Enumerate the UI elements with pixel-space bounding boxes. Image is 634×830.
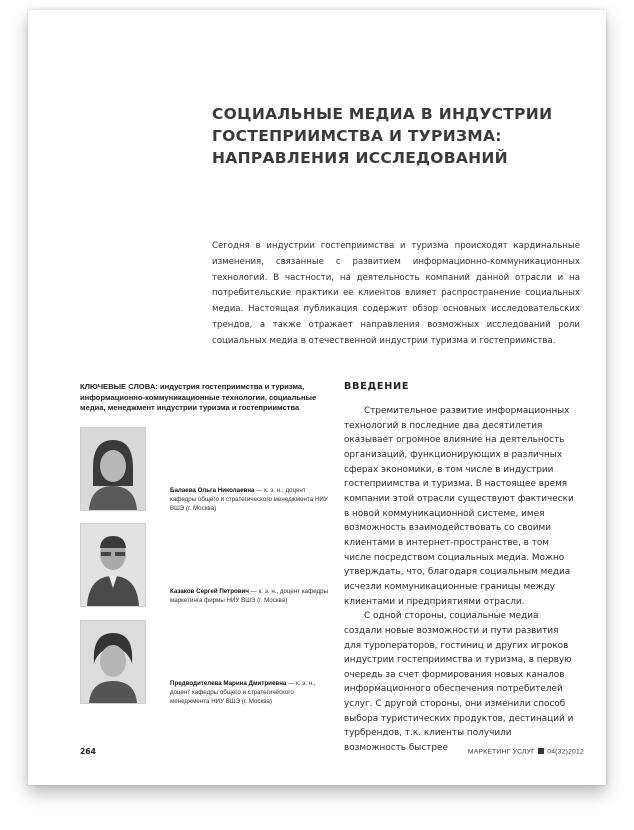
journal-issue: 04(32)2012 xyxy=(547,748,584,756)
article-body xyxy=(344,404,576,756)
author-photo-balaeva xyxy=(80,427,146,511)
author-name: Предводителева Марина Дмитриевна xyxy=(170,680,287,687)
section-heading: ВВЕДЕНИЕ xyxy=(344,381,410,392)
keywords-block xyxy=(80,382,330,414)
author-info-balaeva xyxy=(170,486,330,513)
author-details: — к. э. н., доцент кафедры маркетинга фирмы НИУ ВШЭ (г. Москва) xyxy=(170,588,329,604)
title-line: СОЦИАЛЬНЫЕ МЕДИА В ИНДУСТРИИ xyxy=(212,105,553,123)
article-title xyxy=(212,103,572,169)
body-paragraph: С одной стороны, социальные медиа создали новые возможности и пути развития для туроператоров, гостиниц и других игроков индустрии гостеприимства и туризма, в первую очередь за счет формирования новых каналов информационного обеспечения потребителей услуг. С другой стороны, они изменили способ выбора туристических продуктов, дестинаций и турбрендов, т.к. клиенты получили возможность быстрее xyxy=(344,611,574,754)
author-info-predvoditeleva xyxy=(170,679,330,706)
keywords-text: индустрия гостеприимства и туризма, информационно-коммуникационные технологии, социальные медиа, менеджмент индустрии туризма и гостеприимства xyxy=(80,382,317,412)
keywords-label: КЛЮЧЕВЫЕ СЛОВА: xyxy=(80,382,158,391)
body-paragraph: Стремительное развитие информационных технологий в последние два десятилетия оказывает огромное влияние на деятельность организаций, функционирующих в различных сферах экономики, в том числе в индустрии гостеприимства и туризма. В настоящее время компании этой отрасли существуют фактически в новой коммуникационной системе, имея возможность взаимодействовать со своими клиентами в интернет-пространстве, в том числе посредством социальных медиа. Можно утверждать, что, благодаря социальным медиа исчезли коммуникационные границы между клиентами и предприятиями отрасли. xyxy=(344,406,574,607)
author-photo-kazakov xyxy=(80,523,146,607)
author-photo-predvoditeleva xyxy=(80,620,146,704)
page-number: 264 xyxy=(80,747,96,756)
author-name: Балаева Ольга Николаевна xyxy=(170,487,255,494)
square-bullet-icon xyxy=(538,748,544,754)
article-abstract: Сегодня в индустрии гостеприимства и туризма происходят кардинальные изменения, связанные с развитием информационно-коммуникационных технологий. В частности, на деятельность компаний данной отрасли и на потребительские практики ее клиентов влияет распространение социальных медиа. Настоящая публикация содержит обзор основных исследовательских трендов, а также отражает направления возможных исследований роли социальных медиа в отечественной индустрии туризма и гостеприимства. xyxy=(212,241,580,346)
title-line: ГОСТЕПРИИМСТВА И ТУРИЗМА: xyxy=(212,127,502,145)
author-info-kazakov xyxy=(170,587,330,605)
author-details: — к. э. н., доцент кафедры общего и стратегического менеджмента НИУ ВШЭ (г. Москва) xyxy=(170,487,328,512)
author-details: — к. э. н., доцент кафедры общего и стратегического менеджмента НИУ ВШЭ (г. Москва) xyxy=(170,680,316,705)
journal-name: МАРКЕТИНГ УСЛУГ xyxy=(467,748,536,756)
journal-footer xyxy=(468,748,584,756)
title-line: НАПРАВЛЕНИЯ ИССЛЕДОВАНИЙ xyxy=(212,149,508,167)
author-name: Казаков Сергей Петрович xyxy=(170,588,249,595)
